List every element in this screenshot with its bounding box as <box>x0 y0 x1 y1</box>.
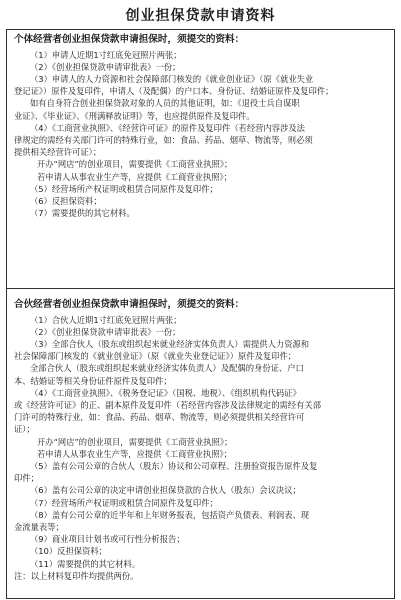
individual-section <box>6 29 395 289</box>
partnership-line: （10）反担保资料； <box>30 546 107 557</box>
individual-line: （5）经营场所产权证明或租赁合同原件及复印件； <box>30 183 218 194</box>
individual-line: （7）需要提供的其它材料。 <box>30 208 135 219</box>
individual-line: （1）申请人近期1寸红底免冠照片两张； <box>30 49 182 60</box>
partnership-line: 全部合伙人（股东或组织起来就业经济实体负责人）及配偶的身份证、户口 <box>30 363 304 374</box>
individual-line: 如有自身符合创业担保贷款对象的人员的其他证明，如：《退役士兵自谋职 <box>30 98 300 109</box>
individual-line: （4）《工商营业执照》、《经营许可证》的原件及复印件（若经营内容涉及法 <box>30 122 305 133</box>
partnership-line: 社会保障部门核发的《就业创业证》（原《就业失业登记证》）原件及复印件； <box>14 351 297 362</box>
partnership-note: 注：以上材料复印件均提供两份。 <box>14 570 139 581</box>
partnership-line: 若申请人从事农业生产等，应提供《工商营业执照》； <box>37 448 232 459</box>
individual-line: 登记证》）原件及复印件，申请人（及配偶）的户口本、身份证、结婚证原件及复印件； <box>14 86 334 97</box>
individual-line: 律规定的需经有关部门许可的特殊行业，如：食品、药品、烟草、物流等，则必须 <box>14 134 313 145</box>
individual-line: 提供相关经营许可证）； <box>14 147 102 158</box>
individual-line: 开办“网店”的创业项目，需要提供《工商营业执照》； <box>37 159 233 170</box>
partnership-line: （9）商业项目计划书或可行性分析报告； <box>30 534 185 545</box>
partnership-line: （2）《创业担保贷款申请审批表》一份； <box>30 326 181 337</box>
individual-line: （3）申请人的人力资源和社会保障部门核发的《就业创业证》（原《就业失业 <box>30 73 314 84</box>
partnership-line: （5）盖有公司公章的合伙人（股东）协议和公司章程、注册验资报告原件及复 <box>30 460 318 471</box>
partnership-line: （1）合伙人近期1寸红底免冠照片两张； <box>30 314 182 325</box>
partnership-line: 或《经营许可证》的正、副本原件及复印件（若经营内容涉及法律规定的需经有关部 <box>14 399 321 410</box>
individual-line: （6）反担保资料； <box>30 195 102 206</box>
partnership-line: 开办“网店”的创业项目，需要提供《工商营业执照》； <box>37 436 233 447</box>
individual-line: （2）《创业担保贷款申请审批表》一份； <box>30 61 181 72</box>
partnership-heading: 合伙经营者创业担保贷款申请担保时，须提交的资料： <box>14 299 245 310</box>
partnership-line: （7）经营场所产权证明或租赁合同原件及复印件； <box>30 497 218 508</box>
partnership-line: （4）《工商营业执照》、《税务登记证》（国税、地税）、《组织机构代码证》 <box>30 387 301 398</box>
partnership-line: 证）； <box>14 424 35 435</box>
partnership-section <box>6 289 395 599</box>
partnership-line: （11）需要提供的其它材料。 <box>30 558 141 569</box>
partnership-line: 门许可的特殊行业，如：食品、药品、烟草、物流等，则必须提供相关经营许可 <box>14 412 305 423</box>
individual-line: 若申请人从事农业生产等，应提供《工商营业执照》； <box>37 171 232 182</box>
partnership-line: （8）盖有公司公章的近半年和上年财务报表，包括资产负债表、利润表、现 <box>30 509 310 520</box>
partnership-line: （3）全部合伙人（股东或组织起来就业经济实体负责人）需提供人力资源和 <box>30 338 310 349</box>
document-title: 创业担保贷款申请资料 <box>125 8 276 24</box>
individual-heading: 个体经营者创业担保贷款申请担保时，须提交的资料： <box>14 34 245 45</box>
individual-line: 业证》、《毕业证》、《刑满释放证明》等，也应提供原件及复印件。 <box>14 110 255 121</box>
partnership-line: （6）盖有公司公章的决定申请创业担保贷款的合伙人（股东）会议决议； <box>30 485 301 496</box>
partnership-line: 印件； <box>14 473 39 484</box>
partnership-line: 金流量表等； <box>14 521 64 532</box>
partnership-line: 本、结婚证等相关身份证件原件及复印件； <box>14 375 172 386</box>
